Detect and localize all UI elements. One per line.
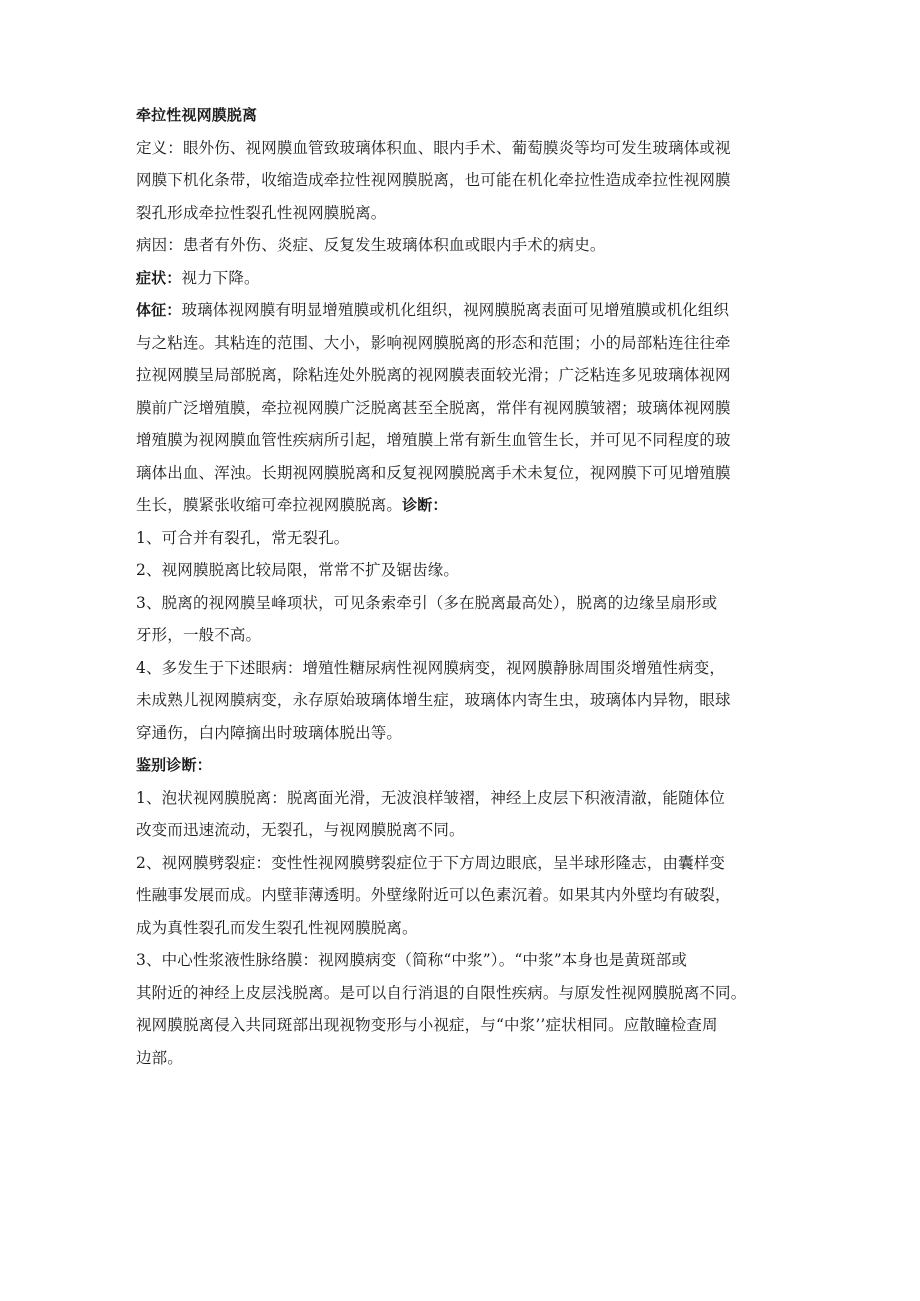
signs-label: 体征： xyxy=(136,301,182,319)
differential-line-2: 改变而迅速流动，无裂孔，与视网膜脱离不同。 xyxy=(136,821,465,839)
signs-line-6: 璃体出血、浑浊。长期视网膜脱离和反复视网膜脱离手术未复位，视网膜下可见增殖膜 xyxy=(136,463,731,482)
signs-line-3: 拉视网膜呈局部脱离，除粘连处外脱离的视网膜表面较光滑；广泛粘连多见玻璃体视网 xyxy=(136,366,731,384)
document-page xyxy=(136,104,796,1079)
symptom-line xyxy=(136,267,796,289)
etiology-line: 病因：患者有外伤、炎症、反复发生玻璃体积血或眼内手术的病史。 xyxy=(136,236,606,254)
differential-line-5: 成为真性裂孔而发生裂孔性视网膜脱离。 xyxy=(136,918,418,937)
diagnosis-item-4: 4、多发生于下述眼病：增殖性糖尿病性视网膜病变，视网膜静脉周围炎增殖性病变， xyxy=(136,658,726,677)
differential-line-4: 性融事发展而成。内壁菲薄透明。外壁缘附近可以色素沉着。如果其内外壁均有破裂， xyxy=(136,886,731,904)
definition-line-2: 网膜下机化条带，收缩造成牵拉性视网膜脱离，也可能在机化牵拉性造成牵拉性视网膜 xyxy=(136,171,731,189)
differential-line-9: 边部。 xyxy=(136,1048,183,1067)
diagnosis-item-4-cont-2: 穿通伤，白内障摘出时玻璃体脱出等。 xyxy=(136,723,403,742)
diagnosis-label: 诊断： xyxy=(402,496,448,514)
document-title: 牵拉性视网膜脱离 xyxy=(136,106,258,124)
symptom-label: 症状： xyxy=(136,268,182,287)
differential-line-1: 1、泡状视网膜脱离：脱离面光滑，无波浪样皱褶，神经上皮层下积液清澈，能随体位 xyxy=(136,788,726,807)
differential-line-3: 2、视网膜劈裂症：变性性视网膜劈裂症位于下方周边眼底，呈半球形隆志，由囊样变 xyxy=(136,853,726,872)
diagnosis-item-2: 2、视网膜脱离比较局限，常常不扩及锯齿缘。 xyxy=(136,561,460,579)
definition-line-1: 定义：眼外伤、视网膜血管致玻璃体积血、眼内手术、葡萄膜炎等均可发生玻璃体或视 xyxy=(136,138,731,157)
signs-line-7 xyxy=(136,494,796,516)
signs-line-4: 膜前广泛增殖膜，牵拉视网膜广泛脱离甚至全脱离，常伴有视网膜皱褶；玻璃体视网膜 xyxy=(136,398,731,417)
diagnosis-item-1: 1、可合并有裂孔，常无裂孔。 xyxy=(136,528,350,547)
differential-line-6: 3、中心性浆液性脉络膜：视网膜病变（简称“中浆”）。“中浆”本身也是黄斑部或 xyxy=(136,951,688,969)
differential-line-8: 视网膜脱离侵入共同斑部出现视物变形与小视症，与“中浆’’症状相同。应散瞳检查周 xyxy=(136,1016,718,1034)
differential-line-7: 其附近的神经上皮层浅脱离。是可以自行消退的自限性疾病。与原发性视网膜脱离不同。 xyxy=(136,983,747,1002)
diagnosis-item-4-cont-1: 未成熟儿视网膜病变，永存原始玻璃体增生症，玻璃体内寄生虫，玻璃体内异物，眼球 xyxy=(136,691,731,709)
signs-line-2: 与之粘连。其粘连的范围、大小，影响视网膜脱离的形态和范围；小的局部粘连往往牵 xyxy=(136,333,731,352)
signs-first-text: 玻璃体视网膜有明显增殖膜或机化组织，视网膜脱离表面可见增殖膜或机化组织 xyxy=(181,301,730,319)
definition-line-3: 裂孔形成牵拉性裂孔性视网膜脱离。 xyxy=(136,203,387,222)
diagnosis-item-3-cont: 牙形，一般不高。 xyxy=(136,626,262,644)
signs-last-text: 生长，膜紧张收缩可牵拉视网膜脱离。 xyxy=(136,496,403,514)
differential-title: 鉴别诊断： xyxy=(136,756,212,774)
signs-line-5: 增殖膜为视网膜血管性疾病所引起，增殖膜上常有新生血管生长，并可见不同程度的玻 xyxy=(136,431,731,449)
diagnosis-item-3: 3、脱离的视网膜呈峰项状，可见条索牵引（多在脱离最高处），脱离的边缘呈扇形或 xyxy=(136,593,718,612)
symptom-text: 视力下降。 xyxy=(181,268,260,287)
signs-line-1 xyxy=(136,299,796,321)
